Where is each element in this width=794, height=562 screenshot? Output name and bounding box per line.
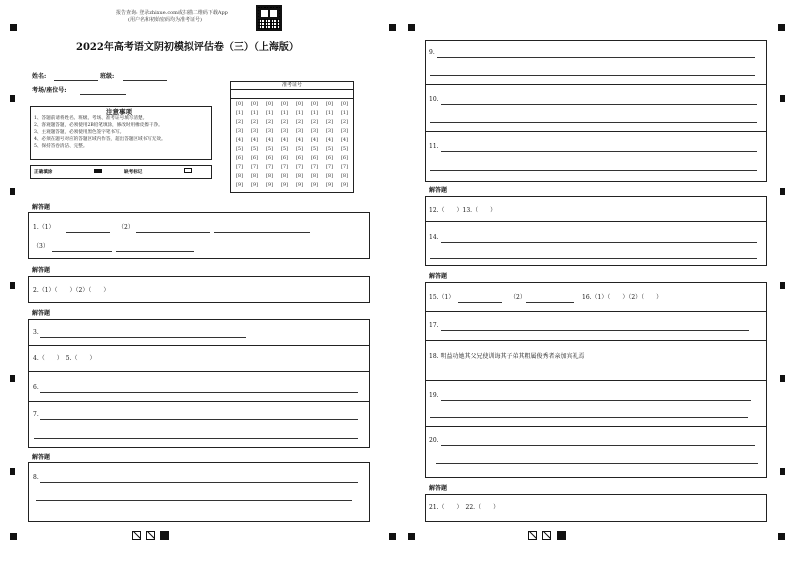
notice-item: 2、客观题答题，必须使用2B铅笔填涂，修改时用橡皮擦干净。 bbox=[34, 123, 163, 128]
timing-mark bbox=[10, 282, 15, 289]
registration-mark bbox=[10, 533, 17, 540]
q16-label: 16.（1）（ ）（2）（ ） bbox=[582, 294, 663, 301]
ticket-digit-bubble[interactable]: [3] bbox=[280, 128, 289, 134]
q15-part2-blank[interactable] bbox=[526, 302, 574, 303]
ticket-digit-bubble[interactable]: [4] bbox=[340, 137, 349, 143]
ticket-digit-bubble[interactable]: [6] bbox=[340, 155, 349, 161]
row-divider bbox=[425, 311, 767, 312]
fill-absent-label: 缺考标记 bbox=[124, 170, 143, 175]
q15-part2-label: （2） bbox=[510, 294, 526, 301]
row-divider bbox=[425, 221, 767, 222]
section-label: 解答题 bbox=[32, 267, 51, 274]
ticket-digit-bubble[interactable]: [8] bbox=[235, 173, 244, 179]
q17-label: 17. bbox=[429, 322, 439, 329]
timing-mark bbox=[780, 468, 785, 475]
registration-mark bbox=[408, 533, 415, 540]
ticket-digit-bubble[interactable]: [9] bbox=[325, 182, 334, 188]
q19-label: 19. bbox=[429, 392, 439, 399]
ticket-digit-bubble[interactable]: [0] bbox=[250, 101, 259, 107]
q8-blank-1[interactable] bbox=[40, 482, 358, 483]
header-report-line: 报告查询: 登录zhixue.com或扫描二维码下载App bbox=[116, 10, 228, 16]
ticket-digit-bubble[interactable]: [4] bbox=[295, 137, 304, 143]
registration-mark bbox=[408, 24, 415, 31]
q7-label: 7. bbox=[33, 411, 39, 418]
ticket-digit-bubble[interactable]: [3] bbox=[295, 128, 304, 134]
ticket-digit-bubble[interactable]: [3] bbox=[340, 128, 349, 134]
ticket-digit-bubble[interactable]: [4] bbox=[250, 137, 259, 143]
ticket-digit-bubble[interactable]: [6] bbox=[325, 155, 334, 161]
ticket-digit-bubble[interactable]: [1] bbox=[280, 110, 289, 116]
registration-mark bbox=[778, 533, 785, 540]
q1-part2-blank-b[interactable] bbox=[214, 232, 310, 233]
q10-label: 10. bbox=[429, 96, 439, 103]
q6-label: 6. bbox=[33, 384, 39, 391]
ticket-digit-bubble[interactable]: [0] bbox=[280, 101, 289, 107]
ticket-digit-bubble[interactable]: [1] bbox=[310, 110, 319, 116]
ticket-digit-bubble[interactable]: [5] bbox=[280, 146, 289, 152]
q20-blank-1[interactable] bbox=[441, 445, 755, 446]
q11-blank-1[interactable] bbox=[441, 151, 757, 152]
q14-blank-1[interactable] bbox=[441, 242, 757, 243]
ticket-digit-bubble[interactable]: [7] bbox=[310, 164, 319, 170]
ticket-digit-bubble[interactable]: [0] bbox=[310, 101, 319, 107]
qr-code-icon bbox=[256, 5, 282, 31]
q20-label: 20. bbox=[429, 437, 439, 444]
timing-mark bbox=[780, 375, 785, 382]
ticket-digit-bubble[interactable]: [0] bbox=[235, 101, 244, 107]
q8-label: 8. bbox=[33, 474, 39, 481]
ticket-digit-column bbox=[263, 100, 276, 190]
name-field[interactable] bbox=[54, 80, 98, 81]
page-check-icon bbox=[542, 531, 551, 540]
q7-blank-1[interactable] bbox=[40, 419, 358, 420]
ticket-digit-bubble[interactable]: [8] bbox=[280, 173, 289, 179]
registration-mark bbox=[389, 533, 396, 540]
q1-part2-blank-a[interactable] bbox=[136, 232, 210, 233]
timing-mark bbox=[780, 282, 785, 289]
ticket-digit-bubble[interactable]: [0] bbox=[325, 101, 334, 107]
ticket-digit-bubble[interactable]: [2] bbox=[340, 119, 349, 125]
fill-correct-sample bbox=[94, 169, 102, 173]
q20-blank-2[interactable] bbox=[436, 463, 758, 464]
row-divider bbox=[28, 401, 370, 402]
registration-mark bbox=[778, 24, 785, 31]
row-divider bbox=[425, 426, 767, 427]
q21-22-label: 21.（ ） 22.（ ） bbox=[429, 504, 500, 511]
ticket-digit-bubble[interactable]: [3] bbox=[325, 128, 334, 134]
ticket-digit-bubble[interactable]: [9] bbox=[310, 182, 319, 188]
q19-blank-1[interactable] bbox=[441, 400, 751, 401]
ticket-digit-bubble[interactable]: [5] bbox=[340, 146, 349, 152]
notice-item: 4、必须在题号对应的答题区域内作答，超出答题区域书写无效。 bbox=[34, 137, 166, 142]
row-divider bbox=[28, 345, 370, 346]
q7-blank-2[interactable] bbox=[34, 438, 358, 439]
q12-13-label: 12.（ ）13.（ ） bbox=[429, 207, 497, 214]
ticket-digit-bubble[interactable]: [1] bbox=[250, 110, 259, 116]
ticket-digit-bubble[interactable]: [2] bbox=[310, 119, 319, 125]
ticket-digit-bubble[interactable]: [9] bbox=[280, 182, 289, 188]
q8-blank-2[interactable] bbox=[36, 500, 352, 501]
ticket-digit-column bbox=[248, 100, 261, 190]
ticket-digit-bubble[interactable]: [4] bbox=[325, 137, 334, 143]
ticket-digit-bubble[interactable]: [4] bbox=[280, 137, 289, 143]
registration-mark bbox=[389, 24, 396, 31]
room-field[interactable] bbox=[80, 94, 126, 95]
timing-mark bbox=[10, 188, 15, 195]
page-mark-icon bbox=[160, 531, 169, 540]
name-label: 姓名: bbox=[32, 73, 47, 80]
section-label: 解答题 bbox=[429, 187, 448, 194]
ticket-digit-bubble[interactable]: [8] bbox=[325, 173, 334, 179]
q9-label: 9. bbox=[429, 49, 435, 56]
ticket-digit-bubble[interactable]: [1] bbox=[340, 110, 349, 116]
ticket-digit-bubble[interactable]: [8] bbox=[340, 173, 349, 179]
q10-blank-1[interactable] bbox=[441, 104, 757, 105]
ticket-digit-bubble[interactable]: [2] bbox=[280, 119, 289, 125]
q3-blank[interactable] bbox=[40, 337, 246, 338]
section-label: 解答题 bbox=[32, 310, 51, 317]
ticket-digit-bubble[interactable]: [2] bbox=[235, 119, 244, 125]
page-check-icon bbox=[132, 531, 141, 540]
ticket-digit-bubble[interactable]: [7] bbox=[325, 164, 334, 170]
ticket-digit-bubble[interactable]: [5] bbox=[310, 146, 319, 152]
page-check-icon bbox=[528, 531, 537, 540]
q1-part3-blank-b[interactable] bbox=[116, 251, 194, 252]
ticket-digit-bubble[interactable]: [6] bbox=[265, 155, 274, 161]
q2-label: 2.（1）（ ）（2）（ ） bbox=[33, 287, 110, 294]
notice-item: 1、答题前请将姓名、班级、考场、准考证号填写清楚。 bbox=[34, 116, 148, 121]
q11-label: 11. bbox=[429, 143, 439, 150]
notice-title: 注意事项 bbox=[106, 108, 132, 116]
ticket-digit-bubble[interactable]: [7] bbox=[295, 164, 304, 170]
ticket-digit-bubble[interactable]: [2] bbox=[325, 119, 334, 125]
row-divider bbox=[425, 84, 767, 85]
q1-label: 1.（1） bbox=[33, 224, 55, 231]
timing-mark bbox=[10, 468, 15, 475]
ticket-digit-bubble[interactable]: [3] bbox=[250, 128, 259, 134]
class-field[interactable] bbox=[123, 80, 167, 81]
header-credentials-line: (用户名和初始密码均为准考证号) bbox=[128, 17, 202, 23]
ticket-digit-bubble[interactable]: [4] bbox=[310, 137, 319, 143]
ticket-digit-bubble[interactable]: [7] bbox=[340, 164, 349, 170]
q3-label: 3. bbox=[33, 329, 39, 336]
absent-mark-box[interactable] bbox=[184, 168, 192, 173]
q14-label: 14. bbox=[429, 234, 439, 241]
q9-blank-1[interactable] bbox=[437, 57, 755, 58]
page-check-icon bbox=[146, 531, 155, 540]
ticket-digit-column bbox=[338, 100, 351, 190]
row-divider bbox=[425, 380, 767, 381]
ticket-digit-bubble[interactable]: [9] bbox=[295, 182, 304, 188]
ticket-digit-bubble[interactable]: [2] bbox=[250, 119, 259, 125]
ticket-digit-bubble[interactable]: [5] bbox=[295, 146, 304, 152]
ticket-digit-bubble[interactable]: [5] bbox=[265, 146, 274, 152]
ticket-digit-column bbox=[293, 100, 306, 190]
ticket-digit-bubble[interactable]: [7] bbox=[250, 164, 259, 170]
q14-blank-2[interactable] bbox=[430, 258, 757, 259]
answer-box-q3-7 bbox=[28, 319, 370, 448]
q1-part3-label: （3） bbox=[33, 243, 49, 250]
ticket-digit-bubble[interactable]: [2] bbox=[265, 119, 274, 125]
ticket-digit-bubble[interactable]: [8] bbox=[265, 173, 274, 179]
ticket-digit-bubble[interactable]: [1] bbox=[295, 110, 304, 116]
ticket-digit-bubble[interactable]: [3] bbox=[310, 128, 319, 134]
ticket-write-row[interactable] bbox=[230, 90, 354, 99]
q18-label: 18. 明益功她其父兄使训诲其子弟其粗属俊秀者亲加宾礼焉 bbox=[429, 353, 585, 360]
notice-item: 5、保持答卷清洁、完整。 bbox=[34, 144, 88, 149]
ticket-digit-bubble[interactable]: [8] bbox=[250, 173, 259, 179]
ticket-digit-column bbox=[233, 100, 246, 190]
ticket-digit-bubble[interactable]: [7] bbox=[280, 164, 289, 170]
registration-mark bbox=[10, 24, 17, 31]
class-label: 班级: bbox=[100, 73, 115, 80]
ticket-digit-bubble[interactable]: [1] bbox=[235, 110, 244, 116]
row-divider bbox=[425, 131, 767, 132]
answer-box-q8 bbox=[28, 462, 370, 522]
ticket-digit-bubble[interactable]: [9] bbox=[250, 182, 259, 188]
section-label: 解答题 bbox=[32, 204, 51, 211]
q17-blank[interactable] bbox=[441, 330, 749, 331]
ticket-digit-bubble[interactable]: [6] bbox=[235, 155, 244, 161]
timing-mark bbox=[10, 375, 15, 382]
q15-part1-blank[interactable] bbox=[458, 302, 502, 303]
ticket-digit-bubble[interactable]: [5] bbox=[325, 146, 334, 152]
answer-box-q9-11 bbox=[425, 40, 767, 182]
q1-part2-label: （2） bbox=[118, 224, 134, 231]
ticket-digit-bubble[interactable]: [4] bbox=[265, 137, 274, 143]
ticket-digit-bubble[interactable]: [1] bbox=[325, 110, 334, 116]
timing-mark bbox=[780, 188, 785, 195]
timing-mark bbox=[10, 95, 15, 102]
section-label: 解答题 bbox=[32, 454, 51, 461]
q15-label: 15.（1） bbox=[429, 294, 455, 301]
ticket-digit-bubble[interactable]: [0] bbox=[295, 101, 304, 107]
ticket-digit-bubble[interactable]: [8] bbox=[295, 173, 304, 179]
fill-correct-label: 正确填涂 bbox=[34, 170, 53, 175]
ticket-digit-bubble[interactable]: [7] bbox=[235, 164, 244, 170]
ticket-digit-column bbox=[323, 100, 336, 190]
ticket-digit-bubble[interactable]: [8] bbox=[310, 173, 319, 179]
ticket-digit-bubble[interactable]: [0] bbox=[265, 101, 274, 107]
ticket-digit-bubble[interactable]: [7] bbox=[265, 164, 274, 170]
ticket-digit-bubble[interactable]: [3] bbox=[235, 128, 244, 134]
section-label: 解答题 bbox=[429, 485, 448, 492]
ticket-digit-bubble[interactable]: [6] bbox=[295, 155, 304, 161]
ticket-digit-bubble[interactable]: [9] bbox=[235, 182, 244, 188]
notice-item: 3、主观题答题，必须使用黑色签字笔书写。 bbox=[34, 130, 125, 135]
ticket-digit-bubble[interactable]: [6] bbox=[310, 155, 319, 161]
ticket-digit-bubble[interactable]: [9] bbox=[340, 182, 349, 188]
q1-part3-blank-a[interactable] bbox=[52, 251, 112, 252]
row-divider bbox=[425, 340, 767, 341]
ticket-digit-bubble[interactable]: [2] bbox=[295, 119, 304, 125]
ticket-digit-bubble[interactable]: [6] bbox=[250, 155, 259, 161]
q6-blank[interactable] bbox=[40, 392, 358, 393]
room-label: 考场/座位号: bbox=[32, 87, 67, 94]
ticket-digit-bubble[interactable]: [3] bbox=[265, 128, 274, 134]
ticket-digit-bubble[interactable]: [5] bbox=[235, 146, 244, 152]
timing-mark bbox=[780, 95, 785, 102]
ticket-digit-bubble[interactable]: [0] bbox=[340, 101, 349, 107]
section-label: 解答题 bbox=[429, 273, 448, 280]
q1-part1-blank[interactable] bbox=[66, 232, 110, 233]
ticket-title: 准考证号 bbox=[230, 81, 354, 90]
q10-blank-2[interactable] bbox=[430, 122, 757, 123]
q9-blank-2[interactable] bbox=[430, 75, 755, 76]
page-mark-icon bbox=[557, 531, 566, 540]
ticket-digit-bubble[interactable]: [5] bbox=[250, 146, 259, 152]
q19-blank-2[interactable] bbox=[430, 417, 748, 418]
ticket-digit-bubble[interactable]: [6] bbox=[280, 155, 289, 161]
row-divider bbox=[28, 371, 370, 372]
q4-5-label: 4.（ ） 5.（ ） bbox=[33, 355, 96, 362]
ticket-digit-column bbox=[308, 100, 321, 190]
ticket-digit-bubble[interactable]: [4] bbox=[235, 137, 244, 143]
page-title: 2022年高考语文阴初模拟评估卷（三）（上海版） bbox=[76, 42, 299, 53]
ticket-digit-bubble[interactable]: [1] bbox=[265, 110, 274, 116]
ticket-digit-bubble[interactable]: [9] bbox=[265, 182, 274, 188]
ticket-digit-column bbox=[278, 100, 291, 190]
q11-blank-2[interactable] bbox=[430, 170, 757, 171]
